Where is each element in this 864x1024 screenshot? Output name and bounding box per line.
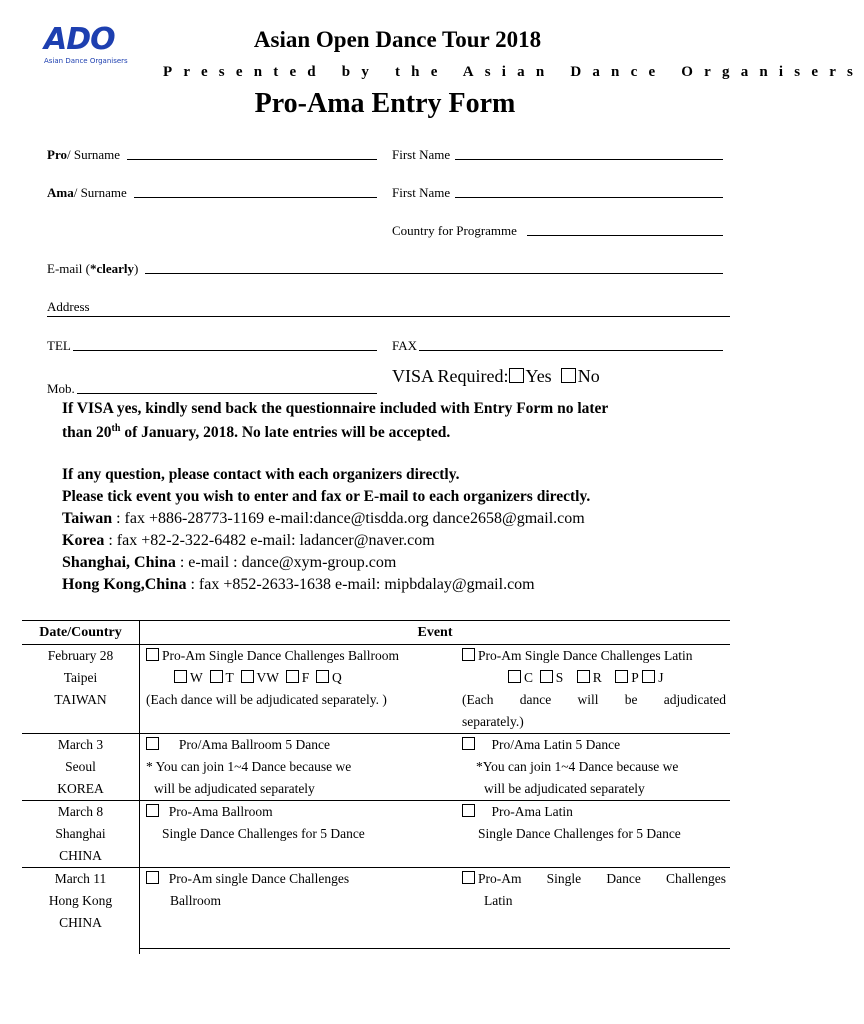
pro-first-name-field[interactable]: [455, 159, 723, 160]
ballroom-challenge-checkbox[interactable]: [146, 648, 159, 661]
mob-field[interactable]: [77, 393, 377, 394]
visa-notice-line2: than 20th of January, 2018. No late entries will be accepted.: [62, 423, 451, 442]
event-right-cell: Pro-Am Single Dance Challenges Latin: [456, 868, 730, 955]
event-left-cell: Pro/Ama Ballroom 5 Dance * You can join 1~4 Dance because we will be adjudicated separately: [140, 734, 457, 801]
table-bottom-border: [140, 948, 730, 949]
jive-checkbox[interactable]: [642, 670, 655, 683]
paso-checkbox[interactable]: [615, 670, 628, 683]
logo-subtitle: Asian Dance Organisers: [44, 57, 128, 65]
address-label: Address: [47, 299, 90, 314]
pro-surname-label: Pro/ Surname: [47, 147, 121, 162]
date-cell: March 3 Seoul KOREA: [22, 734, 140, 801]
event-right-cell: Pro-Ama Latin Single Dance Challenges for 5 Dance: [456, 801, 730, 868]
chacha-checkbox[interactable]: [508, 670, 521, 683]
ama-surname-label: Ama/ Surname: [47, 185, 127, 200]
tel-field[interactable]: [73, 350, 377, 351]
visa-required: VISA Required: Yes No: [392, 366, 600, 386]
hk-ballroom-checkbox[interactable]: [146, 871, 159, 884]
ama-surname-field[interactable]: [134, 197, 377, 198]
table-header: [22, 621, 730, 645]
events-table: [22, 620, 730, 954]
contact-shanghai: Shanghai, China : e-mail : dance@xym-group.com: [62, 554, 397, 571]
country-label: Country for Programme: [392, 223, 517, 238]
table-row: [22, 734, 730, 801]
contact-hongkong: Hong Kong,China : fax +852-2633-1638 e-mail: mipbdalay@gmail.com: [62, 576, 535, 593]
latin-challenge-checkbox[interactable]: [462, 648, 475, 661]
email-label: E-mail (*clearly): [47, 261, 139, 276]
address-field[interactable]: [47, 316, 730, 317]
waltz-checkbox[interactable]: [174, 670, 187, 683]
ballroom-single-checkbox[interactable]: [146, 804, 159, 817]
pro-first-name-label: First Name: [392, 147, 451, 162]
col-event-header: Event: [140, 621, 731, 645]
tango-checkbox[interactable]: [210, 670, 223, 683]
event-left-cell: Pro-Am Single Dance Challenges Ballroom W T VW F Q (Each dance will be adjudicated separately. ): [146, 648, 399, 707]
tick-notice: Please tick event you wish to enter and fax or E-mail to each organizers directly.: [62, 488, 591, 505]
page-title: Asian Open Dance Tour 2018: [253, 27, 542, 52]
presented-by: Presented by the Asian Dance Organisers: [163, 64, 864, 80]
contact-korea: Korea : fax +82-2-322-6482 e-mail: ladancer@naver.com: [62, 532, 435, 549]
col-date-header: Date/Country: [22, 621, 140, 645]
event-left-cell: Pro-Ama Ballroom Single Dance Challenges for 5 Dance: [140, 801, 457, 868]
country-field[interactable]: [527, 235, 723, 236]
logo-mark: ADO: [44, 22, 115, 57]
pro-surname-field[interactable]: [127, 159, 377, 160]
email-field[interactable]: [145, 273, 723, 274]
samba-checkbox[interactable]: [540, 670, 553, 683]
hk-latin-checkbox[interactable]: [462, 871, 475, 884]
event-right-cell: Pro-Am Single Dance Challenges Latin C S R P J (Each dance will be adjudicated separately.): [462, 648, 726, 729]
ama-first-name-field[interactable]: [455, 197, 723, 198]
mob-label: Mob.: [47, 381, 75, 396]
rumba-checkbox[interactable]: [577, 670, 590, 683]
event-left-cell: Pro-Am single Dance Challenges Ballroom: [140, 868, 457, 955]
form-title: Pro-Ama Entry Form: [254, 88, 516, 119]
contact-notice: If any question, please contact with each organizers directly.: [62, 466, 460, 483]
table-row: [22, 868, 730, 955]
tel-label: TEL: [47, 338, 71, 353]
visa-yes-checkbox[interactable]: [509, 368, 524, 383]
fax-label: FAX: [392, 338, 418, 353]
latin-single-checkbox[interactable]: [462, 804, 475, 817]
quickstep-checkbox[interactable]: [316, 670, 329, 683]
date-cell: March 11 Hong Kong CHINA: [22, 868, 140, 955]
viennese-waltz-checkbox[interactable]: [241, 670, 254, 683]
ama-first-name-label: First Name: [392, 185, 451, 200]
ballroom-5-dance-checkbox[interactable]: [146, 737, 159, 750]
visa-notice-line1: If VISA yes, kindly send back the questionnaire included with Entry Form no later: [62, 400, 609, 417]
latin-5-dance-checkbox[interactable]: [462, 737, 475, 750]
foxtrot-checkbox[interactable]: [286, 670, 299, 683]
date-cell: February 28 Taipei TAIWAN: [22, 645, 140, 734]
fax-field[interactable]: [419, 350, 723, 351]
contact-taiwan: Taiwan : fax +886-28773-1169 e-mail:dance@tisdda.org dance2658@gmail.com: [62, 510, 585, 527]
table-row: [22, 645, 730, 734]
date-cell: March 8 Shanghai CHINA: [22, 801, 140, 868]
event-right-cell: Pro/Ama Latin 5 Dance *You can join 1~4 Dance because we will be adjudicated separately: [456, 734, 730, 801]
visa-no-checkbox[interactable]: [561, 368, 576, 383]
table-row: [22, 801, 730, 868]
